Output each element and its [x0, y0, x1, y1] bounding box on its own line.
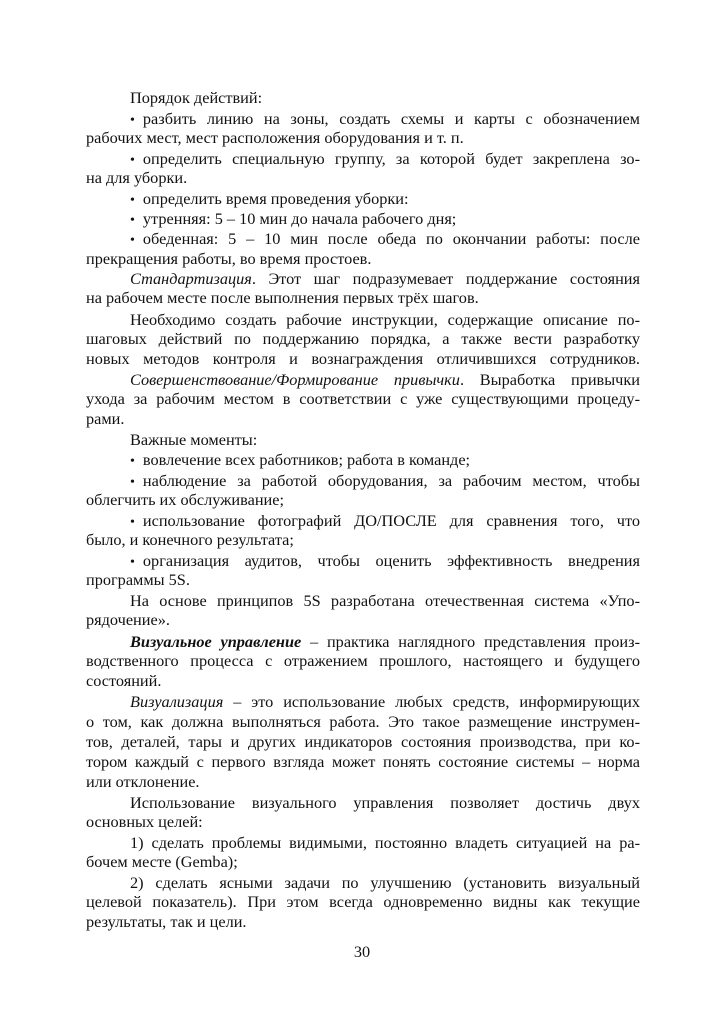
text-line: результаты, так и цели.: [86, 912, 247, 931]
bullet-line: • определить время проведения уборки:: [86, 187, 640, 211]
text-line: целевой показатель). При этом всегда одновременно видны как текущие: [86, 892, 640, 911]
bullet-line: • определить специальную группу, за которой будет закреплена зо-: [86, 147, 640, 171]
text-line: ухода за рабочим местом в соответствии с уже существующими процеду-: [86, 389, 640, 408]
text-line: облегчить их обслуживание;: [86, 490, 285, 509]
italic-term: Стандартизация: [130, 269, 252, 288]
italic-term: Визуализация: [130, 691, 224, 711]
text-line: рабочих мест, мест расположения оборудования и т. п.: [86, 128, 464, 147]
text-line: рами.: [86, 409, 125, 429]
text-line: состояний.: [86, 671, 162, 690]
text-line: водственного процесса с отражением прошлого, настоящего и будущего: [86, 651, 640, 670]
text-line: прекращения работы, во время простоев.: [86, 249, 372, 268]
numbered-line: 2) сделать ясными задачи по улучшению (установить визуальный: [130, 872, 640, 892]
text-line: Визуальное управление – практика наглядного представления произ-: [130, 631, 640, 651]
text-line: шаговых действий по поддержанию порядка, а также вести разработку: [86, 329, 640, 348]
text-line: основных целей:: [86, 812, 203, 831]
text-line: Визуализация – это использование любых средств, информирующих: [130, 691, 640, 711]
text-line: на для уборки.: [86, 168, 188, 187]
text-line: Совершенствование/Формирование привычки. Выработка привычки: [130, 369, 640, 389]
text-line: Стандартизация. Этот шаг подразумевает поддержание состояния: [130, 269, 640, 288]
bullet-line: • организация аудитов, чтобы оценить эффективность внедрения: [86, 549, 640, 573]
text-line: программы 5S.: [86, 570, 190, 589]
bold-italic-term: Визуальное управление: [130, 631, 302, 651]
text-line: о том, как должна выполняться работа. Это такое размещение инструмен-: [86, 711, 640, 731]
text-line: бочем месте (Gemba);: [86, 852, 238, 871]
bullet-line: • обеденная: 5 – 10 мин после обеда по окончании работы: после: [86, 227, 640, 251]
text-line: тором каждый с первого взгляда может понять состояние системы – норма: [86, 751, 640, 771]
text-line: тов, деталей, тары и других индикаторов состояния производства, при ко-: [86, 731, 640, 751]
text-line: рядочение».: [86, 610, 170, 629]
text-line: было, и конечного результата;: [86, 530, 294, 549]
text-line: Порядок действий:: [130, 88, 263, 107]
text-line: Важные моменты:: [130, 430, 258, 449]
bullet-line: • вовлечение всех работников; работа в команде;: [86, 448, 640, 472]
text-line: На основе принципов 5S разработана отечественная система «Упо-: [130, 590, 640, 610]
bullet-line: • наблюдение за работой оборудования, за рабочим местом, чтобы: [86, 469, 640, 493]
page-number: 30: [353, 942, 371, 961]
bullet-line: • использование фотографий ДО/ПОСЛЕ для сравнения того, что: [86, 509, 640, 533]
text-line: Использование визуального управления позволяет достичь двух: [130, 792, 640, 812]
bullet-line: • разбить линию на зоны, создать схемы и карты с обозначением: [86, 107, 640, 131]
bullet-line: • утренняя: 5 – 10 мин до начала рабочего дня;: [86, 207, 640, 231]
numbered-line: 1) сделать проблемы видимыми, постоянно владеть ситуацией на ра-: [130, 832, 640, 852]
text-line: или отклонение.: [86, 771, 200, 791]
italic-term: Совершенствование/Формирование привычки: [130, 369, 460, 389]
text-line: Необходимо создать рабочие инструкции, содержащие описание по-: [130, 309, 640, 329]
text-line: новых методов контроля и вознаграждения отличившихся сотрудников.: [86, 349, 640, 368]
text-line: на рабочем месте после выполнения первых трёх шагов.: [86, 288, 479, 308]
